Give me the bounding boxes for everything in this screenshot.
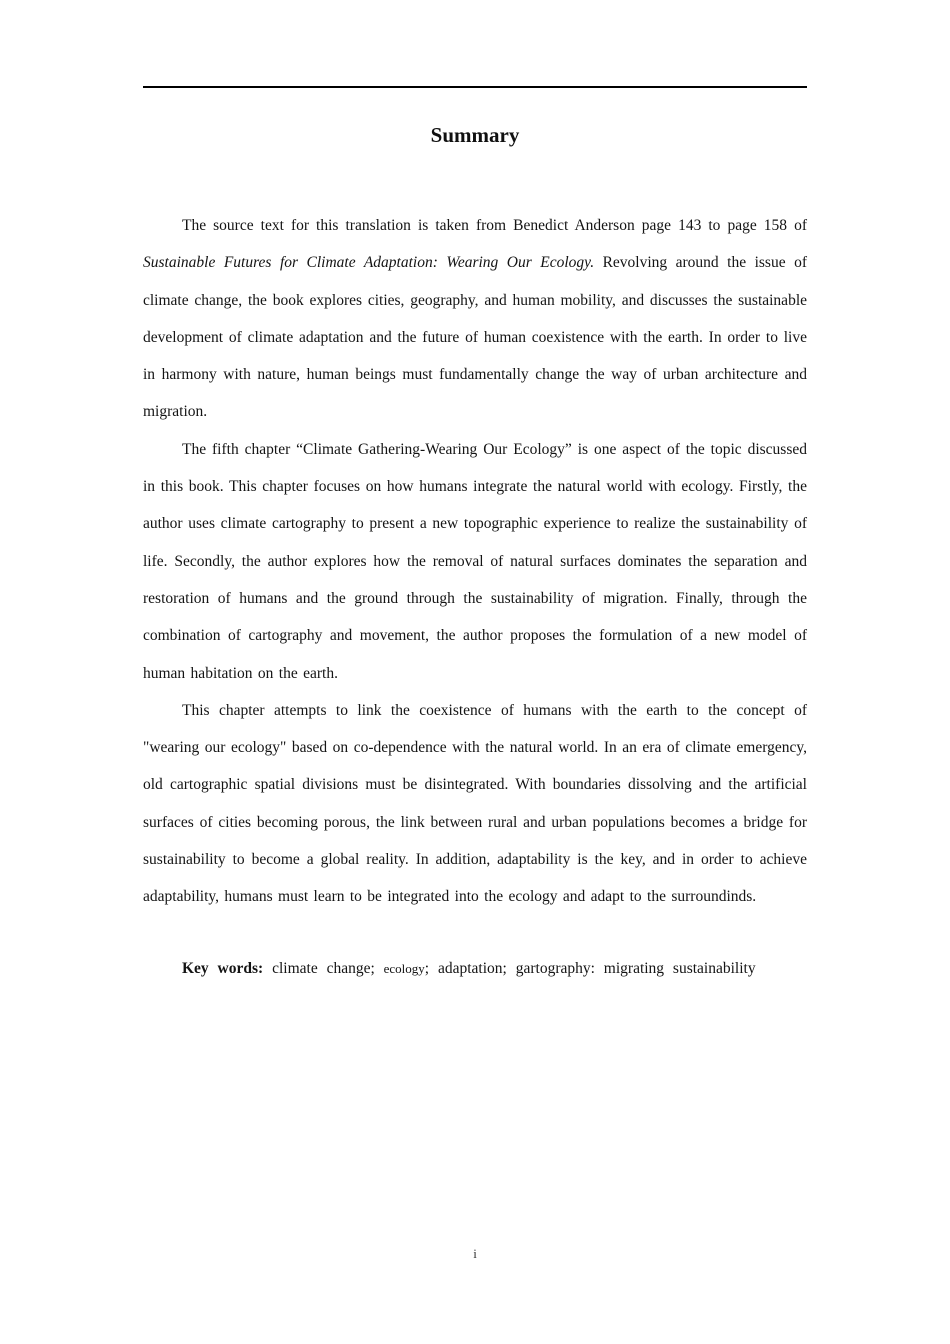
paragraph-chapter-overview: The fifth chapter “Climate Gathering-Wearing Our Ecology” is one aspect of the topic discussed in this book. This chapter focuses on how humans integrate the natural world with ecology. Firstly, the author uses climate cartography to present a new topographic experience to realize the sustainability of life. Secondly, the author explores how the removal of natural surfaces dominates the separation and restoration of humans and the ground through the sustainability of migration. Finally, through the combination of cartography and movement, the author proposes the formulation of a new model of human habitation on the earth. xyxy=(143,440,807,682)
keywords-label: Key words: xyxy=(182,959,264,977)
page-content xyxy=(143,0,807,987)
paragraph-1-rest: Revolving around the issue of climate change, the book explores cities, geography, and human mobility, and discusses the sustainable development of climate adaptation and the future of human coexistence with the earth. In order to live in harmony with nature, human beings must fundamentally change the way of urban architecture and migration. xyxy=(143,254,807,421)
book-title-italic: Sustainable Futures for Climate Adaptation: Wearing Our Ecology. xyxy=(143,254,595,272)
header-rule-divider xyxy=(143,86,807,88)
summary-body xyxy=(143,207,807,987)
paragraph-1-lead: The source text for this translation is taken from Benedict Anderson page 143 to page 158 of xyxy=(182,217,807,234)
keywords-segment-2: ; adaptation; gartography: migrating sustainability xyxy=(424,959,756,977)
paragraph-chapter-argument: This chapter attempts to link the coexistence of humans with the earth to the concept of "wearing our ecology" based on co-dependence with the natural world. In an era of climate emergency, old cartographic spatial divisions must be disintegrated. With boundaries dissolving and the artificial surfaces of cities becoming porous, the link between rural and urban populations becomes a bridge for sustainability to become a global reality. In addition, adaptability is the key, and in order to achieve adaptability, humans must learn to be integrated into the ecology and adapt to the surroundinds. xyxy=(143,701,807,906)
keywords-segment-small: ecology xyxy=(383,960,425,976)
keywords-line xyxy=(143,950,807,987)
page-number: i xyxy=(473,1246,477,1261)
paragraph-source-text xyxy=(143,207,807,431)
page-title: Summary xyxy=(430,123,520,147)
keywords-segment-1: climate change; xyxy=(263,959,384,977)
